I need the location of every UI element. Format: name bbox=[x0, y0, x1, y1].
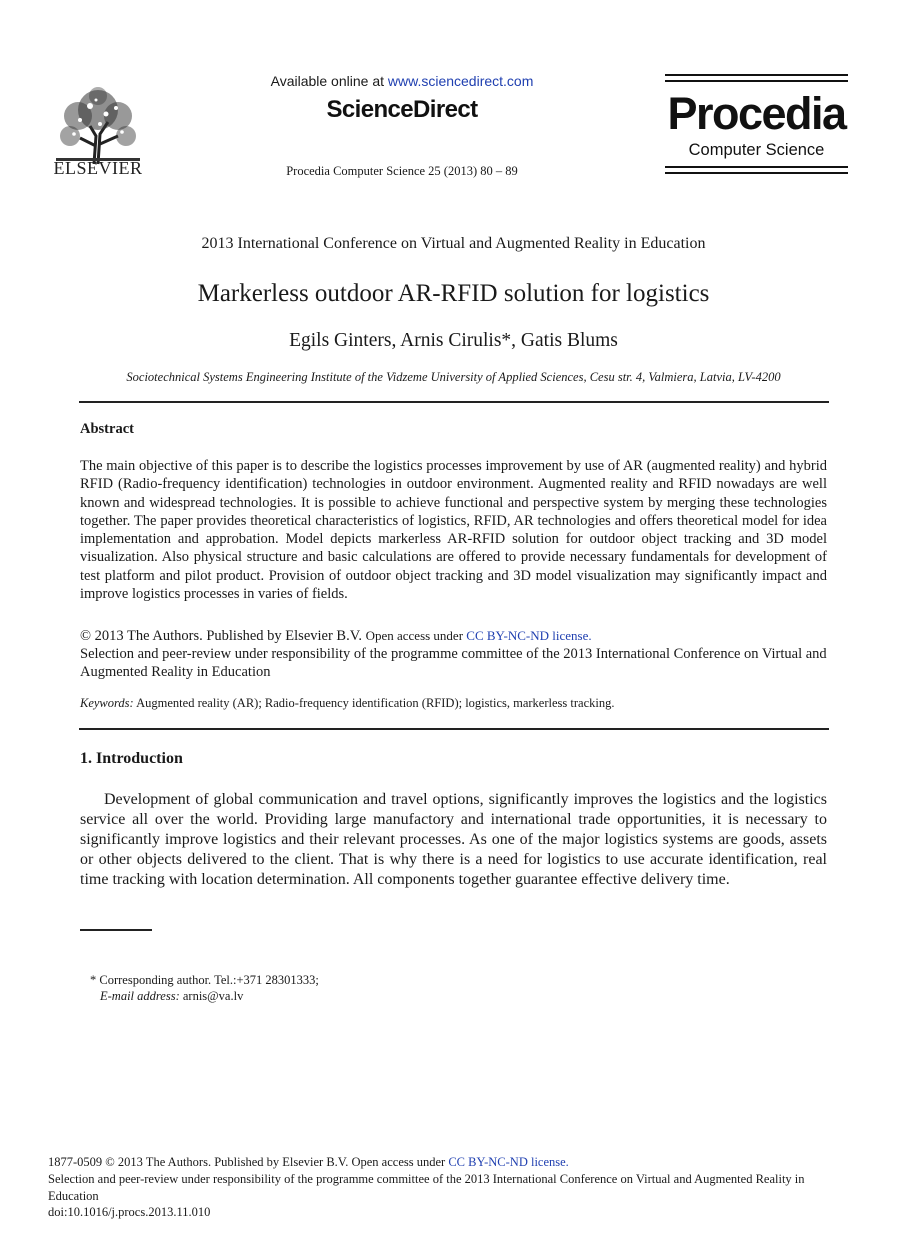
keywords-label: Keywords: bbox=[80, 696, 134, 710]
publisher-name: ELSEVIER bbox=[53, 158, 143, 178]
section-heading: 1. Introduction bbox=[80, 750, 183, 767]
journal-reference: Procedia Computer Science 25 (2013) 80 – 89 bbox=[286, 164, 518, 178]
divider bbox=[79, 401, 829, 403]
brand-title: Procedia bbox=[667, 88, 846, 139]
abstract-heading: Abstract bbox=[80, 421, 134, 437]
available-prefix: Available online at bbox=[270, 73, 388, 89]
abstract-text: The main objective of this paper is to describe the logistics processes improvement by use of AR (augmented reality) and hybrid RFID (Radio-frequency identification) technologies in outdoor environment. Augmented reality and RFID nowadays are well known and widespread technologies. It is possible to achieve functional and perspective system by merging these technologies together. The paper provides theoretical characteristics of logistics, RFID, AR technologies and offers theoretical model for idea implementation and approbation. Model depicts markerless AR-RFID solution for outdoor object tracking and 3D model visualization. Also physical structure and basic calculations are offered to provide necessary fundamentals for development of test platform and pilot product. Provision of outdoor object tracking and 3D model visualization may significantly impact and improve logistics processes in varies of fields. bbox=[80, 458, 827, 603]
footer-doi[interactable]: doi:10.1016/j.procs.2013.11.010 bbox=[48, 1205, 211, 1219]
footnote-rule bbox=[80, 929, 152, 931]
keywords bbox=[80, 696, 840, 711]
brand-rule-top-1 bbox=[665, 74, 848, 76]
conference-name: 2013 International Conference on Virtual and Augmented Reality in Education bbox=[201, 235, 706, 252]
footnote-corresponding: * Corresponding author. Tel.:+371 28301333; bbox=[90, 973, 319, 987]
copyright-text: © 2013 The Authors. Published by Elsevier B.V. bbox=[80, 628, 366, 644]
sciencedirect-link[interactable]: www.sciencedirect.com bbox=[387, 73, 534, 89]
email-label: E-mail address: bbox=[100, 989, 180, 1003]
author-list: Egils Ginters, Arnis Cirulis*, Gatis Blums bbox=[289, 330, 618, 351]
divider bbox=[79, 728, 829, 730]
keywords-text: Augmented reality (AR); Radio-frequency identification (RFID); logistics, markerless tracking. bbox=[133, 696, 615, 710]
footnote-email bbox=[100, 989, 243, 1004]
paper-title: Markerless outdoor AR-RFID solution for logistics bbox=[197, 280, 710, 307]
affiliation: Sociotechnical Systems Engineering Institute of the Vidzeme University of Applied Sciences, Cesu str. 4, Valmiera, Latvia, LV-4200 bbox=[126, 370, 781, 384]
brand-rule-bottom-1 bbox=[665, 166, 848, 168]
footer-open-access: Open access under bbox=[351, 1155, 449, 1169]
email-address: arnis@va.lv bbox=[179, 989, 244, 1003]
intro-paragraph: Development of global communication and travel options, significantly improves the logistics and the logistics service all over the world. Providing large manufactory and international trade opportunities, it is necessary to significantly improve logistics and their relevant processes. As one of the major logistics systems are goods, assets or other objects delivered to the client. That is why there is a need for logistics to use accurate identification, real time tracking with location determination. All components together guarantee effective delivery time. bbox=[80, 791, 827, 888]
footer-license-link[interactable]: CC BY-NC-ND license. bbox=[448, 1155, 569, 1169]
brand-rule-top-2 bbox=[665, 80, 848, 82]
brand-rule-bottom-2 bbox=[665, 172, 848, 174]
footer-review: Selection and peer-review under responsibility of the programme committee of the 2013 International Conference on Virtual and Augmented Reality in Education bbox=[48, 1172, 805, 1203]
brand-subtitle: Computer Science bbox=[688, 141, 825, 159]
open-access-text: Open access under bbox=[365, 628, 467, 643]
license-link[interactable]: CC BY-NC-ND license. bbox=[466, 628, 592, 643]
copyright-line bbox=[80, 627, 827, 645]
issn-text: 1877-0509 © 2013 The Authors. Published by Elsevier B.V. bbox=[48, 1155, 352, 1169]
platform-name: ScienceDirect bbox=[326, 96, 478, 123]
availability-line bbox=[230, 73, 574, 89]
footer-issn bbox=[48, 1154, 848, 1171]
review-statement: Selection and peer-review under responsibility of the programme committee of the 2013 International Conference on Virtual and Augmented Reality in Education bbox=[80, 646, 827, 681]
